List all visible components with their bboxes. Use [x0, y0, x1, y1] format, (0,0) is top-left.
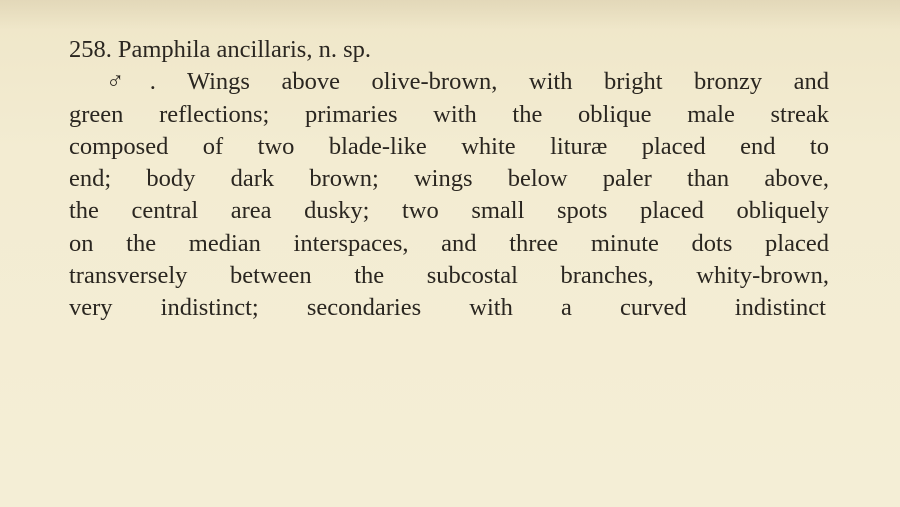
- description-line: transversely between the subcostal branches, whity-brown,: [69, 262, 829, 290]
- description-line: composed of two blade-like white lituræ placed end to: [69, 132, 829, 160]
- description-line: very indistinct; secondaries with a curved indistinct: [69, 294, 826, 322]
- page-top-shading: [0, 0, 900, 30]
- entry-number: 258.: [69, 36, 112, 63]
- description-line: green reflections; primaries with the oblique male streak: [69, 100, 829, 128]
- species-entry: [69, 34, 829, 325]
- description-line: the central area dusky; two small spots placed obliquely: [69, 197, 829, 225]
- description-line: ♂. Wings above olive-brown, with bright bronzy and: [106, 68, 829, 96]
- entry-heading: [69, 34, 829, 66]
- description-line: end; body dark brown; wings below paler than above,: [69, 165, 829, 193]
- description-line: on the median interspaces, and three minute dots placed: [69, 229, 829, 257]
- species-name: Pamphila ancillaris, n. sp.: [117, 36, 371, 63]
